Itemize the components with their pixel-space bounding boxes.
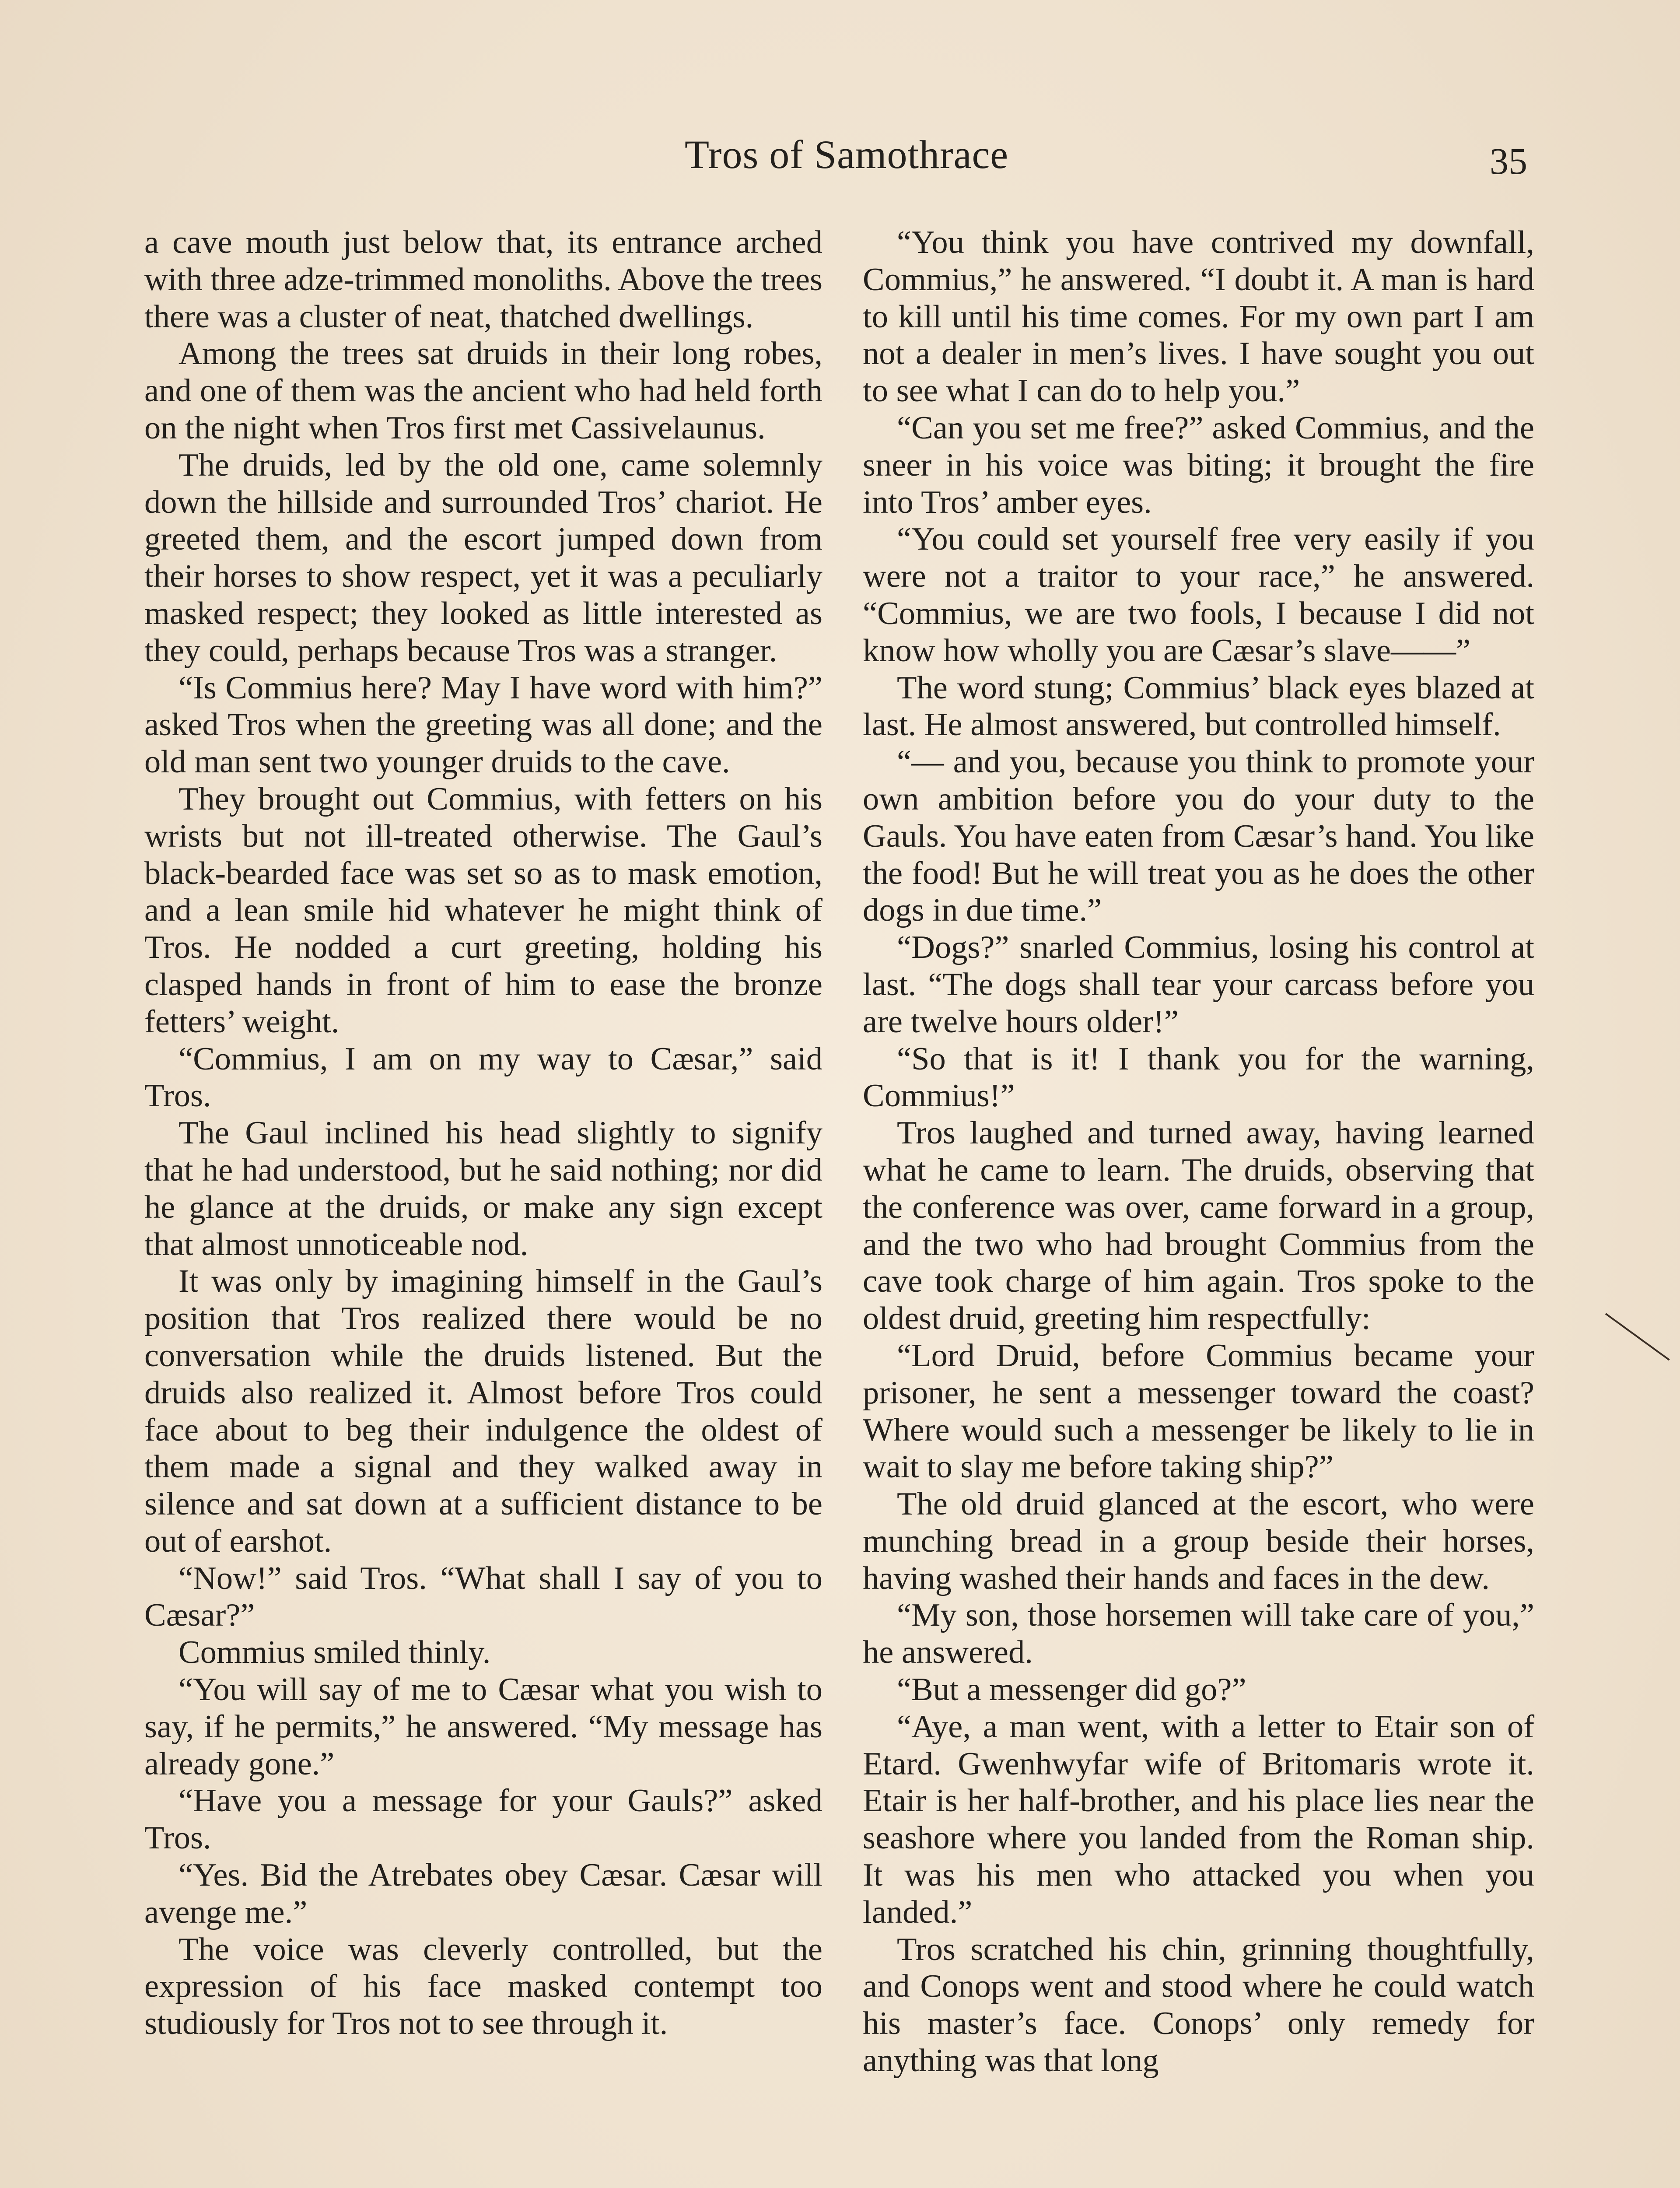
paragraph: Among the trees sat druids in their long robes, and one of them was the ancient who had held forth on the night when Tros first met Cassivelaunus. [144,336,822,446]
left-text-column [144,224,822,2042]
right-text-column [863,224,1534,2079]
paragraph: “— and you, because you think to promote your own ambition before you do your duty to the Gauls. You have eaten from Cæsar’s hand. You like the food! But he will treat you as he does the other dogs in due time.” [863,744,1534,929]
paragraph: Tros laughed and turned away, having learned what he came to learn. The druids, observing that the conference was over, came forward in a group, and the two who had brought Commius from the cave took charge of him again. Tros spoke to the oldest druid, greeting him respectfully: [863,1115,1534,1337]
paragraph: “You could set yourself free very easily if you were not a traitor to your race,” he answered. “Commius, we are two fools, I because I did not know how wholly you are Cæsar’s slave——” [863,521,1534,669]
paragraph: The Gaul inclined his head slightly to signify that he had understood, but he said nothing; nor did he glance at the druids, or make any sign except that almost unnoticeable nod. [144,1115,822,1262]
paragraph: “Now!” said Tros. “What shall I say of you to Cæsar?” [144,1560,822,1634]
paragraph: Commius smiled thinly. [178,1634,491,1671]
paragraph: “Lord Druid, before Commius became your prisoner, he sent a messenger toward the coast? Where would such a messenger be likely to lie in wait to slay me before taking ship?” [863,1337,1534,1485]
paragraph: a cave mouth just below that, its entrance arched with three adze-trimmed monoliths. Above the trees there was a cluster of neat, thatched dwellings. [144,224,822,335]
paragraph: The old druid glanced at the escort, who were munching bread in a group beside their horses, having washed their hands and faces in the dew. [863,1486,1534,1596]
paragraph: The voice was cleverly controlled, but the expression of his face masked contempt too studiously for Tros not to see through it. [144,1931,822,2042]
paragraph: “Can you set me free?” asked Commius, and the sneer in his voice was biting; it brought the fire into Tros’ amber eyes. [863,410,1534,520]
page-number: 35 [1490,140,1527,182]
paragraph: The druids, led by the old one, came solemnly down the hillside and surrounded Tros’ chariot. He greeted them, and the escort jumped down from their horses to show respect, yet it was a peculiarly masked respect; they looked as little interested as they could, perhaps because Tros was a stranger. [144,447,822,669]
paragraph: “Aye, a man went, with a letter to Etair son of Etard. Gwenhwyfar wife of Britomaris wrote it. Etair is her half-brother, and his place lies near the seashore where you landed from the Roman ship. It was his men who attacked you when you landed.” [863,1708,1534,1930]
paragraph: “Yes. Bid the Atrebates obey Cæsar. Cæsar will avenge me.” [144,1857,822,1930]
paragraph: “Commius, I am on my way to Cæsar,” said Tros. [144,1041,822,1114]
paragraph: It was only by imagining himself in the Gaul’s position that Tros realized there would be no conversation while the druids listened. But the druids also realized it. Almost before Tros could face about to beg their indulgence the oldest of them made a signal and they walked away in silence and sat down at a sufficient distance to be out of earshot. [144,1263,822,1559]
pencil-mark [1605,1313,1670,1360]
paragraph: “You will say of me to Cæsar what you wish to say, if he permits,” he answered. “My message has already gone.” [144,1672,822,1782]
paragraph: The word stung; Commius’ black eyes blazed at last. He almost answered, but controlled himself. [863,670,1534,743]
paragraph: “My son, those horsemen will take care of you,” he answered. [863,1597,1534,1671]
paragraph: They brought out Commius, with fetters on his wrists but not ill-treated otherwise. The Gaul’s black-bearded face was set so as to mask emotion, and a lean smile hid whatever he might think of Tros. He nodded a curt greeting, holding his clasped hands in front of him to ease the bronze fetters’ weight. [144,781,822,1040]
paragraph: “Dogs?” snarled Commius, losing his control at last. “The dogs shall tear your carcass before you are twelve hours older!” [863,929,1534,1040]
running-head-title: Tros of Samothrace [684,132,1009,177]
paragraph: “But a messenger did go?” [897,1672,1246,1708]
paragraph: “So that is it! I thank you for the warning, Commius!” [863,1041,1534,1114]
paragraph: “You think you have contrived my downfall, Commius,” he answered. “I doubt it. A man is hard to kill until his time comes. For my own part I am not a dealer in men’s lives. I have sought you out to see what I can do to help you.” [863,224,1534,409]
paragraph: “Is Commius here? May I have word with him?” asked Tros when the greeting was all done; and the old man sent two younger druids to the cave. [144,670,822,780]
paragraph: “Have you a message for your Gauls?” asked Tros. [144,1783,822,1856]
paragraph: Tros scratched his chin, grinning thoughtfully, and Conops went and stood where he could watch his master’s face. Conops’ only remedy for anything was that long [863,1931,1534,2079]
